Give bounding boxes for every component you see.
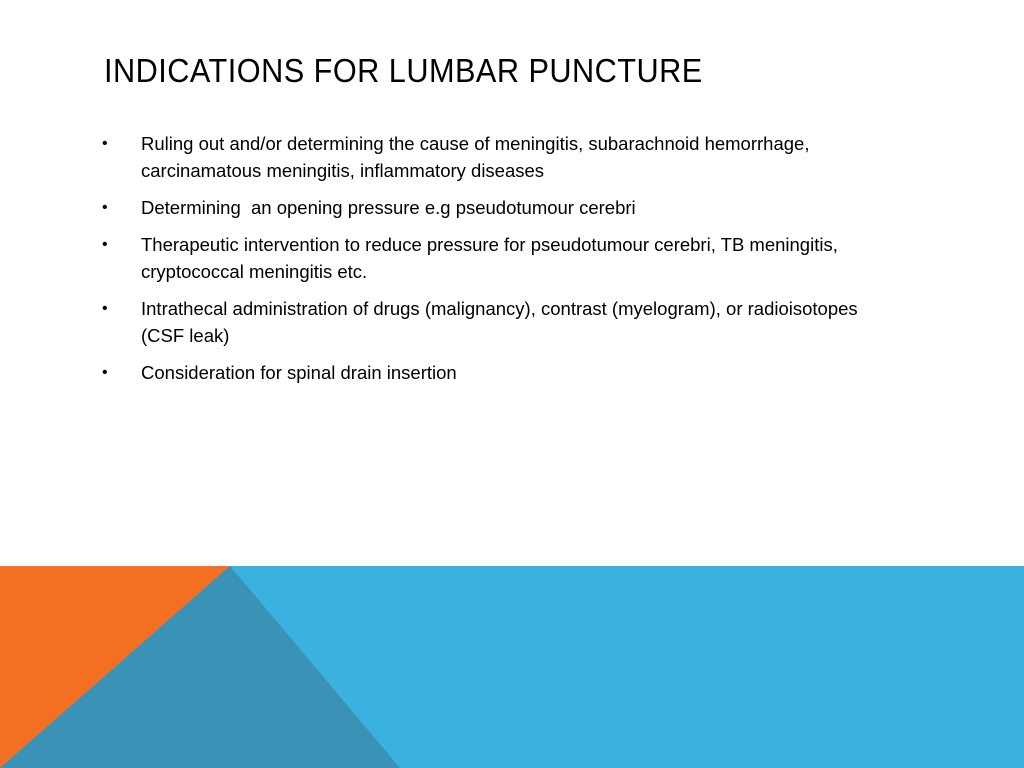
slide-title: INDICATIONS FOR LUMBAR PUNCTURE: [104, 52, 703, 89]
bullet-item: [102, 295, 892, 349]
bullet-text: Consideration for spinal drain insertion: [141, 362, 457, 383]
decorative-footer-band: [0, 566, 1024, 768]
bullet-text: Ruling out and/or determining the cause of meningitis, subarachnoid hemorrhage, carcinamatous meningitis, inflammatory diseases: [141, 133, 810, 181]
bullet-marker: •: [102, 236, 108, 253]
bullet-text: Intrathecal administration of drugs (malignancy), contrast (myelogram), or radioisotopes (CSF leak): [141, 298, 858, 346]
bullet-marker: •: [102, 364, 108, 381]
bullet-marker: •: [102, 135, 108, 152]
bullet-item: [102, 130, 892, 184]
bullet-item: [102, 359, 892, 386]
bullet-list: [102, 130, 892, 396]
bullet-marker: •: [102, 199, 108, 216]
bullet-marker: •: [102, 300, 108, 317]
footer-shapes: [0, 566, 1024, 768]
bullet-item: [102, 231, 892, 285]
bullet-text: Therapeutic intervention to reduce pressure for pseudotumour cerebri, TB meningitis, cryptococcal meningitis etc.: [141, 234, 838, 282]
bullet-item: [102, 194, 892, 221]
bullet-text: Determining an opening pressure e.g pseudotumour cerebri: [141, 197, 636, 218]
